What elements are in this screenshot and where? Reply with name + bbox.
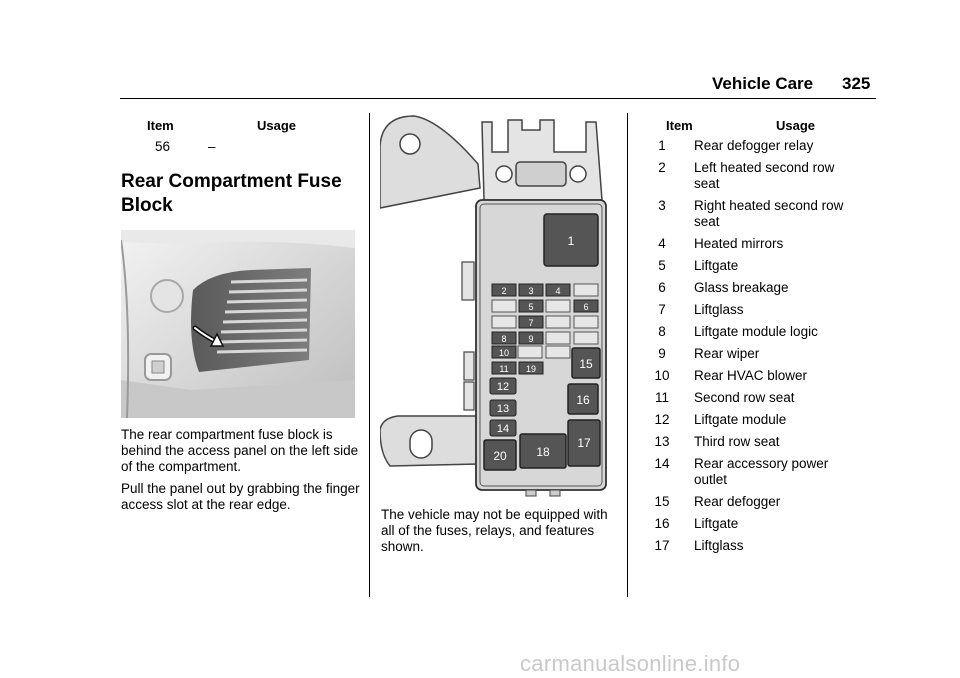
row-usage: Heated mirrors (694, 236, 784, 251)
fuse-label-12: 12 (496, 381, 510, 393)
row-item: 5 (658, 258, 666, 273)
row-usage: Rear accessory power outlet (694, 456, 829, 487)
table-row (630, 198, 890, 230)
table-row (630, 390, 890, 406)
fuse-label-4: 4 (555, 286, 561, 296)
fuse-label-17: 17 (577, 436, 591, 450)
table-row (630, 138, 890, 154)
row-item: 13 (654, 434, 670, 449)
row-item: 12 (654, 412, 670, 427)
fuse-label-7: 7 (528, 318, 534, 328)
fuse-label-13: 13 (496, 403, 510, 415)
table-row (630, 368, 890, 384)
row-item: 4 (658, 236, 666, 251)
table-row (630, 302, 890, 318)
row-item: 3 (658, 198, 666, 213)
left-table-header-item: Item (147, 118, 174, 133)
right-table-header-usage: Usage (776, 118, 816, 133)
row-usage: Rear wiper (694, 346, 760, 361)
table-row (630, 160, 890, 192)
table-row (630, 324, 890, 340)
table-row (630, 236, 890, 252)
fuse-label-8: 8 (501, 334, 507, 344)
row-item: 16 (654, 516, 670, 531)
table-row (630, 258, 890, 274)
row-usage: Liftgate module logic (694, 324, 818, 339)
fuse-label-10: 10 (498, 348, 510, 358)
row-usage: Second row seat (694, 390, 795, 405)
row-item: 17 (654, 538, 670, 553)
fuse-label-15: 15 (579, 357, 593, 371)
row-item: 9 (658, 346, 666, 361)
fuse-label-16: 16 (576, 393, 590, 407)
fuse-label-11: 11 (499, 364, 509, 374)
fuse-label-2: 2 (501, 286, 507, 296)
row-item: 6 (658, 280, 666, 295)
column-divider-left (369, 113, 370, 597)
fuse-label-5: 5 (528, 302, 534, 312)
row-item: 10 (654, 368, 670, 383)
table-row (630, 434, 890, 450)
fuse-label-14: 14 (496, 423, 510, 435)
row-item: 14 (654, 456, 670, 471)
table-row (630, 538, 890, 554)
fuse-label-18: 18 (536, 445, 550, 459)
row-usage: Liftglass (694, 538, 744, 553)
fuse-label-9: 9 (528, 334, 534, 344)
intro-paragraph: The rear compartment fuse block is behind the access panel on the left side of the compartment. (121, 427, 359, 474)
fuse-label-19: 19 (525, 364, 537, 374)
fuse-label-20: 20 (493, 449, 507, 463)
row-item: 2 (658, 160, 666, 175)
left-table-header-usage: Usage (257, 118, 297, 133)
row-item: 15 (654, 494, 670, 509)
header-rule (120, 98, 876, 99)
fuse-label-3: 3 (528, 286, 534, 296)
compartment-photo-illustration (121, 230, 355, 418)
table-row (630, 494, 890, 510)
row-usage: Rear HVAC blower (694, 368, 808, 383)
right-table-header-item: Item (666, 118, 693, 133)
fuse-usage-list (630, 138, 890, 560)
table-row (630, 280, 890, 296)
left-table-row-item: 56 (155, 139, 171, 154)
table-row (630, 516, 890, 532)
page-number: 325 (842, 74, 871, 93)
fuse-label-1: 1 (567, 234, 575, 248)
row-usage: Rear defogger relay (694, 138, 814, 153)
watermark-text: carmanualsonline.info (520, 651, 741, 676)
row-item: 1 (658, 138, 666, 153)
row-item: 7 (658, 302, 666, 317)
table-row (630, 346, 890, 362)
row-item: 8 (658, 324, 666, 339)
table-row (630, 412, 890, 428)
row-usage: Glass breakage (694, 280, 789, 295)
instruction-paragraph: Pull the panel out by grabbing the finger access slot at the rear edge. (121, 481, 360, 512)
row-usage: Third row seat (694, 434, 780, 449)
row-usage: Liftgate module (694, 412, 787, 427)
row-usage: Liftglass (694, 302, 744, 317)
running-header-title: Vehicle Care (712, 74, 814, 93)
row-usage: Liftgate (694, 258, 739, 273)
row-usage: Left heated second row seat (694, 160, 835, 191)
table-row (630, 456, 890, 488)
row-usage: Right heated second row seat (694, 198, 844, 229)
fuse-block-diagram (380, 112, 610, 498)
footer (0, 644, 960, 678)
section-title: Rear Compartment Fuse Block (121, 171, 342, 216)
fuse-label-6: 6 (583, 302, 589, 312)
row-usage: Liftgate (694, 516, 739, 531)
left-table-row-usage: – (208, 139, 216, 154)
row-item: 11 (654, 390, 669, 405)
column-divider-right (627, 113, 628, 597)
diagram-note: The vehicle may not be equipped with all of the fuses, relays, and features shown. (381, 507, 608, 554)
row-usage: Rear defogger (694, 494, 781, 509)
